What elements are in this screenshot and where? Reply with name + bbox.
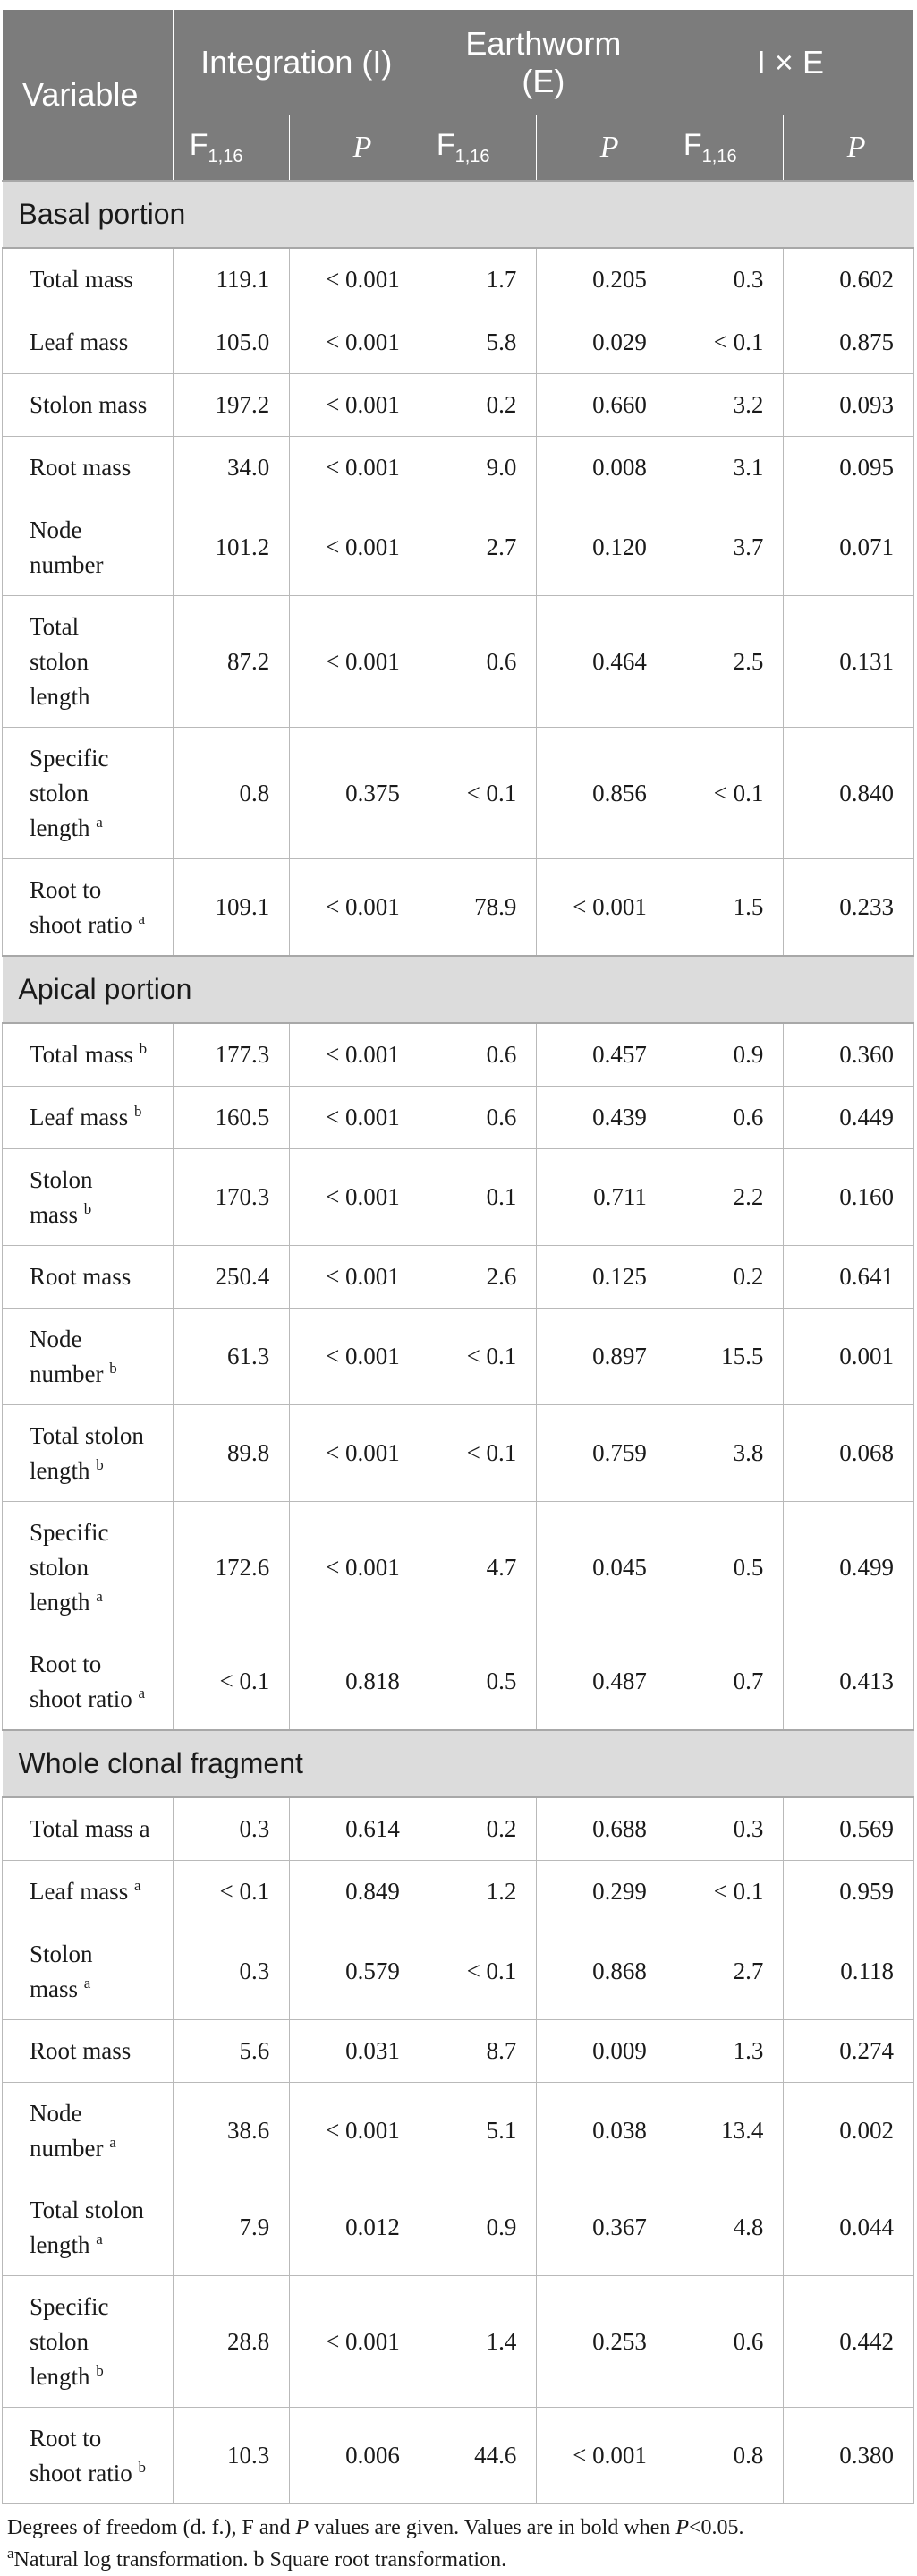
table-row — [3, 728, 914, 859]
table-row — [3, 2020, 914, 2083]
p-value-cell: 0.614 — [290, 1797, 420, 1861]
footnote-line-1: Degrees of freedom (d. f.), F and P values are given. Values are in bold when P<0.05. — [7, 2516, 744, 2539]
f-value-cell: 0.6 — [420, 1087, 537, 1149]
table-row — [3, 311, 914, 374]
variable-name: Leaf mass — [3, 311, 174, 374]
f-value-cell: 3.2 — [667, 374, 784, 437]
p-value-cell: 0.160 — [784, 1149, 914, 1246]
table-row — [3, 2179, 914, 2276]
f-value-cell: 0.3 — [667, 248, 784, 311]
p-value-cell: < 0.001 — [290, 2276, 420, 2408]
p-value-cell: < 0.001 — [290, 1246, 420, 1309]
p-header: P — [537, 115, 667, 182]
f-value-cell: 87.2 — [173, 596, 290, 728]
table-footnotes — [0, 2512, 917, 2576]
p-value-cell: 0.442 — [784, 2276, 914, 2408]
table-body — [3, 181, 914, 2504]
f-value-cell: 160.5 — [173, 1087, 290, 1149]
p-value-cell: 0.360 — [784, 1023, 914, 1087]
footnote-line-2: $^a$Natural log transformation. b Square root transformation. — [7, 2545, 507, 2572]
f-value-cell: < 0.1 — [420, 1309, 537, 1405]
p-value-cell: < 0.001 — [290, 248, 420, 311]
p-value-cell: 0.380 — [784, 2408, 914, 2504]
p-value-cell: 0.868 — [537, 1923, 667, 2020]
f-value-cell: 0.9 — [667, 1023, 784, 1087]
variable-name: Root to shoot ratio $^b$ — [3, 2408, 174, 2504]
f-value-cell: 10.3 — [173, 2408, 290, 2504]
section-row — [3, 181, 914, 248]
p-value-cell: 0.759 — [537, 1405, 667, 1502]
interaction-header: I × E — [667, 10, 913, 115]
table-row — [3, 437, 914, 499]
p-value-cell: 0.818 — [290, 1633, 420, 1731]
table-row — [3, 2408, 914, 2504]
table-row — [3, 1149, 914, 1246]
p-value-cell: 0.413 — [784, 1633, 914, 1731]
table-row — [3, 2276, 914, 2408]
p-value-cell: 0.711 — [537, 1149, 667, 1246]
variable-name: Total stolon length $^b$ — [3, 1405, 174, 1502]
p-value-cell: < 0.001 — [290, 311, 420, 374]
table-row — [3, 1502, 914, 1633]
section-row — [3, 1730, 914, 1797]
variable-name: Leaf mass $^a$ — [3, 1861, 174, 1923]
p-value-cell: < 0.001 — [290, 374, 420, 437]
f-value-cell: 8.7 — [420, 2020, 537, 2083]
p-value-cell: 0.118 — [784, 1923, 914, 2020]
variable-name: Total stolon length — [3, 596, 174, 728]
p-value-cell: 0.125 — [537, 1246, 667, 1309]
f-value-cell: 0.8 — [173, 728, 290, 859]
f-value-cell: < 0.1 — [420, 1923, 537, 2020]
variable-name: Specific stolon length $^b$ — [3, 2276, 174, 2408]
table-row — [3, 248, 914, 311]
p-header: P — [290, 115, 420, 182]
p-value-cell: 0.856 — [537, 728, 667, 859]
variable-name: Node number $^a$ — [3, 2083, 174, 2179]
f-value-cell: 89.8 — [173, 1405, 290, 1502]
p-value-cell: 0.688 — [537, 1797, 667, 1861]
p-value-cell: 0.029 — [537, 311, 667, 374]
f-value-cell: 2.5 — [667, 596, 784, 728]
table-row — [3, 1087, 914, 1149]
p-value-cell: < 0.001 — [290, 1087, 420, 1149]
p-value-cell: < 0.001 — [290, 1023, 420, 1087]
p-value-cell: 0.031 — [290, 2020, 420, 2083]
f-value-cell: 5.6 — [173, 2020, 290, 2083]
variable-name: Total stolon length $^a$ — [3, 2179, 174, 2276]
table-row — [3, 859, 914, 957]
variable-name: Specific stolon length $^a$ — [3, 728, 174, 859]
p-value-cell: 0.449 — [784, 1087, 914, 1149]
f-value-cell: 177.3 — [173, 1023, 290, 1087]
p-value-cell: < 0.001 — [290, 499, 420, 596]
f-value-cell: 105.0 — [173, 311, 290, 374]
p-value-cell: 0.205 — [537, 248, 667, 311]
variable-name: Root mass — [3, 2020, 174, 2083]
f-value-cell: 0.9 — [420, 2179, 537, 2276]
f-value-cell: 0.7 — [667, 1633, 784, 1731]
table-row — [3, 1405, 914, 1502]
f-value-cell: 3.7 — [667, 499, 784, 596]
f-value-cell: < 0.1 — [173, 1633, 290, 1731]
f-value-cell: 1.4 — [420, 2276, 537, 2408]
p-value-cell: < 0.001 — [290, 859, 420, 957]
f-value-cell: 5.8 — [420, 311, 537, 374]
p-value-cell: 0.299 — [537, 1861, 667, 1923]
variable-name: Total mass $^b$ — [3, 1023, 174, 1087]
f-value-cell: 197.2 — [173, 374, 290, 437]
p-value-cell: 0.045 — [537, 1502, 667, 1633]
table-row — [3, 1923, 914, 2020]
f-value-cell: 2.2 — [667, 1149, 784, 1246]
p-value-cell: 0.849 — [290, 1861, 420, 1923]
p-value-cell: 0.009 — [537, 2020, 667, 2083]
p-value-cell: < 0.001 — [290, 1405, 420, 1502]
p-value-cell: 0.068 — [784, 1405, 914, 1502]
p-value-cell: 0.464 — [537, 596, 667, 728]
section-title: Basal portion — [3, 181, 914, 248]
table-row — [3, 1633, 914, 1731]
p-value-cell: 0.487 — [537, 1633, 667, 1731]
variable-name: Total mass — [3, 248, 174, 311]
section-title: Apical portion — [3, 956, 914, 1023]
f-value-cell: 13.4 — [667, 2083, 784, 2179]
f-value-cell: < 0.1 — [667, 728, 784, 859]
p-value-cell: < 0.001 — [290, 1309, 420, 1405]
p-value-cell: 0.012 — [290, 2179, 420, 2276]
table-row — [3, 499, 914, 596]
variable-name: Total mass a — [3, 1797, 174, 1861]
f-value-cell: 0.6 — [420, 1023, 537, 1087]
f-value-cell: 0.3 — [173, 1923, 290, 2020]
variable-name: Root mass — [3, 437, 174, 499]
variable-name: Node number — [3, 499, 174, 596]
f-value-cell: 28.8 — [173, 2276, 290, 2408]
f-value-cell: 44.6 — [420, 2408, 537, 2504]
variable-name: Specific stolon length $^a$ — [3, 1502, 174, 1633]
f-value-cell: 0.6 — [667, 2276, 784, 2408]
p-value-cell: 0.457 — [537, 1023, 667, 1087]
f-value-cell: 170.3 — [173, 1149, 290, 1246]
f-value-cell: 109.1 — [173, 859, 290, 957]
f-value-cell: 0.2 — [420, 374, 537, 437]
f-value-cell: 0.1 — [420, 1149, 537, 1246]
f-value-cell: 0.5 — [420, 1633, 537, 1731]
f-value-cell: 0.5 — [667, 1502, 784, 1633]
p-value-cell: 0.375 — [290, 728, 420, 859]
section-title: Whole clonal fragment — [3, 1730, 914, 1797]
f-value-cell: 1.7 — [420, 248, 537, 311]
p-value-cell: < 0.001 — [537, 2408, 667, 2504]
f-value-cell: 2.6 — [420, 1246, 537, 1309]
p-value-cell: 0.641 — [784, 1246, 914, 1309]
f-value-cell: 0.8 — [667, 2408, 784, 2504]
table-row — [3, 374, 914, 437]
variable-name: Root to shoot ratio $^a$ — [3, 1633, 174, 1731]
f-value-cell: 0.6 — [667, 1087, 784, 1149]
f-value-cell: 38.6 — [173, 2083, 290, 2179]
p-value-cell: < 0.001 — [537, 859, 667, 957]
p-value-cell: 0.120 — [537, 499, 667, 596]
p-value-cell: 0.006 — [290, 2408, 420, 2504]
f-value-cell: 2.7 — [667, 1923, 784, 2020]
p-value-cell: 0.959 — [784, 1861, 914, 1923]
p-header: P — [784, 115, 914, 182]
variable-name: Stolon mass — [3, 374, 174, 437]
section-row — [3, 956, 914, 1023]
variable-name: Leaf mass $^b$ — [3, 1087, 174, 1149]
f-header: $F_{1,16}$ — [667, 115, 784, 182]
f-value-cell: 7.9 — [173, 2179, 290, 2276]
f-value-cell: 78.9 — [420, 859, 537, 957]
f-value-cell: 5.1 — [420, 2083, 537, 2179]
variable-name: Node number $^b$ — [3, 1309, 174, 1405]
f-value-cell: 0.2 — [420, 1797, 537, 1861]
f-value-cell: < 0.1 — [667, 1861, 784, 1923]
f-value-cell: 4.8 — [667, 2179, 784, 2276]
f-value-cell: 0.6 — [420, 596, 537, 728]
f-value-cell: 0.3 — [667, 1797, 784, 1861]
f-value-cell: 9.0 — [420, 437, 537, 499]
f-value-cell: 61.3 — [173, 1309, 290, 1405]
variable-name: Root to shoot ratio $^a$ — [3, 859, 174, 957]
f-value-cell: < 0.1 — [420, 728, 537, 859]
p-value-cell: 0.274 — [784, 2020, 914, 2083]
f-value-cell: < 0.1 — [667, 311, 784, 374]
f-value-cell: < 0.1 — [420, 1405, 537, 1502]
table-row — [3, 1309, 914, 1405]
p-value-cell: < 0.001 — [290, 437, 420, 499]
p-value-cell: < 0.001 — [290, 596, 420, 728]
p-value-cell: 0.131 — [784, 596, 914, 728]
variable-name: Stolon mass $^a$ — [3, 1923, 174, 2020]
p-value-cell: 0.569 — [784, 1797, 914, 1861]
table-row — [3, 1861, 914, 1923]
f-value-cell: 3.8 — [667, 1405, 784, 1502]
table-row — [3, 596, 914, 728]
table-row — [3, 1246, 914, 1309]
p-value-cell: < 0.001 — [290, 1502, 420, 1633]
p-value-cell: 0.660 — [537, 374, 667, 437]
f-value-cell: 1.2 — [420, 1861, 537, 1923]
p-value-cell: 0.038 — [537, 2083, 667, 2179]
p-value-cell: < 0.001 — [290, 1149, 420, 1246]
p-value-cell: 0.840 — [784, 728, 914, 859]
table-row — [3, 1023, 914, 1087]
variable-name: Root mass — [3, 1246, 174, 1309]
table-row — [3, 2083, 914, 2179]
variable-header: Variable — [3, 10, 174, 182]
p-value-cell: < 0.001 — [290, 2083, 420, 2179]
f-header: $F_{1,16}$ — [420, 115, 537, 182]
f-value-cell: 1.3 — [667, 2020, 784, 2083]
p-value-cell: 0.499 — [784, 1502, 914, 1633]
f-value-cell: 1.5 — [667, 859, 784, 957]
f-header: $F_{1,16}$ — [173, 115, 290, 182]
p-value-cell: 0.008 — [537, 437, 667, 499]
p-value-cell: 0.579 — [290, 1923, 420, 2020]
f-value-cell: 4.7 — [420, 1502, 537, 1633]
p-value-cell: 0.095 — [784, 437, 914, 499]
earthworm-header: Earthworm (E) — [420, 10, 667, 115]
p-value-cell: 0.875 — [784, 311, 914, 374]
p-value-cell: 0.367 — [537, 2179, 667, 2276]
f-value-cell: 15.5 — [667, 1309, 784, 1405]
p-value-cell: 0.093 — [784, 374, 914, 437]
results-table — [2, 9, 914, 2504]
p-value-cell: 0.602 — [784, 248, 914, 311]
f-value-cell: 119.1 — [173, 248, 290, 311]
p-value-cell: 0.044 — [784, 2179, 914, 2276]
table-row — [3, 1797, 914, 1861]
f-value-cell: < 0.1 — [173, 1861, 290, 1923]
f-value-cell: 2.7 — [420, 499, 537, 596]
f-value-cell: 101.2 — [173, 499, 290, 596]
p-value-cell: 0.439 — [537, 1087, 667, 1149]
f-value-cell: 172.6 — [173, 1502, 290, 1633]
f-value-cell: 34.0 — [173, 437, 290, 499]
p-value-cell: 0.233 — [784, 859, 914, 957]
table-header — [3, 10, 914, 182]
f-value-cell: 3.1 — [667, 437, 784, 499]
variable-name: Stolon mass $^b$ — [3, 1149, 174, 1246]
p-value-cell: 0.897 — [537, 1309, 667, 1405]
p-value-cell: 0.001 — [784, 1309, 914, 1405]
p-value-cell: 0.071 — [784, 499, 914, 596]
integration-header: Integration (I) — [173, 10, 420, 115]
p-value-cell: 0.253 — [537, 2276, 667, 2408]
p-value-cell: 0.002 — [784, 2083, 914, 2179]
f-value-cell: 250.4 — [173, 1246, 290, 1309]
f-value-cell: 0.2 — [667, 1246, 784, 1309]
f-value-cell: 0.3 — [173, 1797, 290, 1861]
